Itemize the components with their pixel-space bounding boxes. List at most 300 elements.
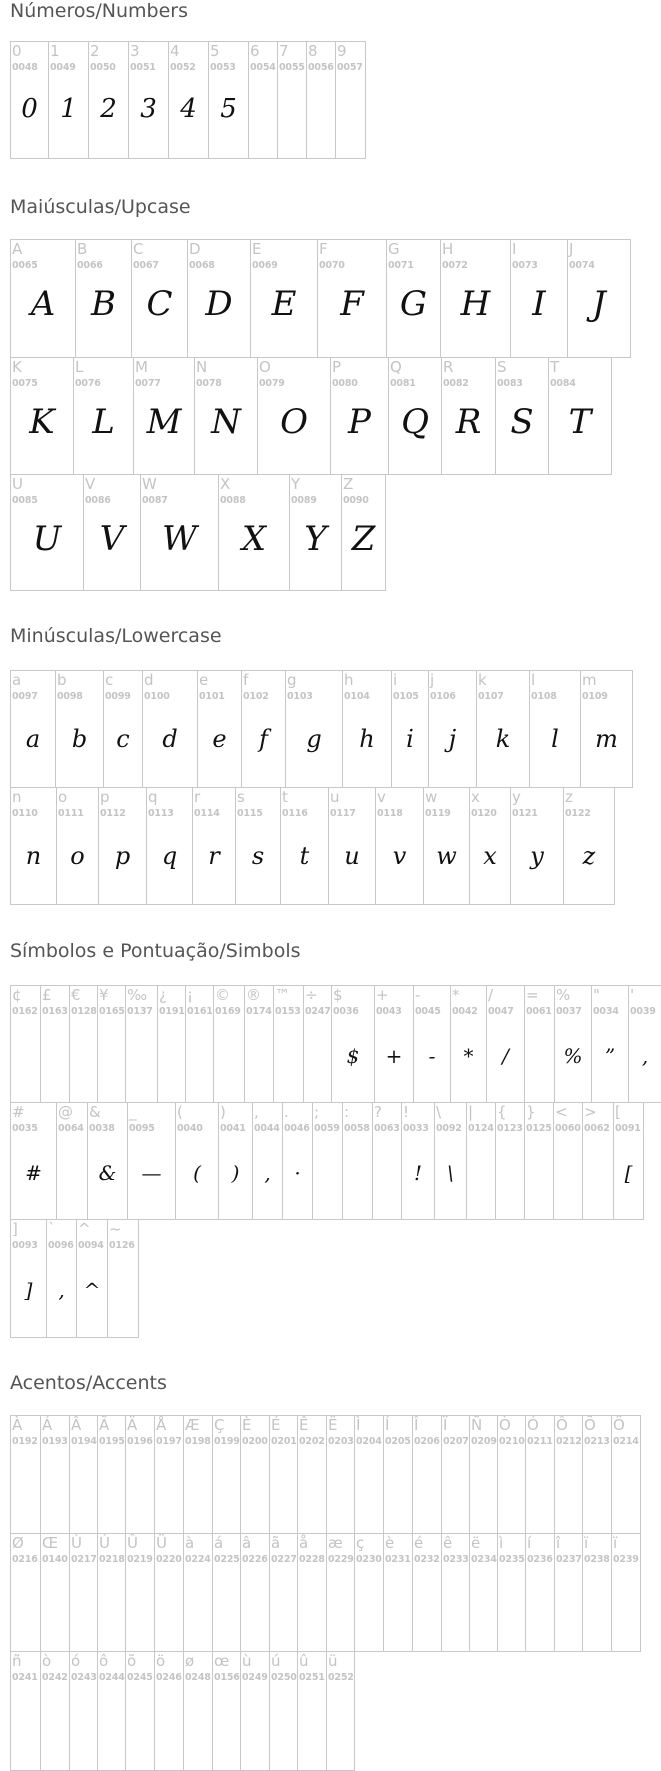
glyph-code: 0228 <box>299 1554 325 1565</box>
glyph-cell <box>341 474 386 591</box>
glyph-label: 7 <box>279 42 289 60</box>
glyph-cell <box>218 1102 253 1220</box>
glyph-label: è <box>385 1534 395 1552</box>
glyph-label: À <box>12 1416 23 1434</box>
glyph-code: 0227 <box>271 1554 297 1565</box>
glyph-label: a <box>12 671 22 689</box>
glyph-code: 0088 <box>220 495 246 506</box>
glyph-preview: Y <box>304 519 327 559</box>
glyph-code: 0194 <box>71 1436 97 1447</box>
glyph-code: 0058 <box>344 1123 370 1134</box>
glyph-cell <box>244 985 274 1103</box>
glyph-cell <box>212 1533 241 1652</box>
glyph-cell <box>56 1102 88 1220</box>
glyph-label: ¡ <box>187 986 194 1004</box>
glyph-label: 5 <box>210 42 220 60</box>
glyph-cell <box>386 239 441 358</box>
glyph-code: 0075 <box>12 378 38 389</box>
glyph-label: V <box>85 475 96 493</box>
glyph-cell <box>241 670 286 788</box>
glyph-cell <box>441 1415 470 1534</box>
glyph-preview: , <box>264 1161 271 1185</box>
glyph-preview: l <box>551 725 559 753</box>
glyph-cell <box>269 1533 298 1652</box>
glyph-cell <box>282 1102 313 1220</box>
glyph-label: * <box>452 986 460 1004</box>
glyph-cell <box>401 1102 435 1220</box>
glyph-code: 0128 <box>71 1006 97 1017</box>
glyph-code: 0089 <box>291 495 317 506</box>
glyph-preview: S <box>510 402 534 442</box>
glyph-label: q <box>148 788 158 806</box>
glyph-cell <box>567 239 631 358</box>
glyph-label: y <box>512 788 521 806</box>
glyph-code: 0081 <box>390 378 416 389</box>
glyph-preview: P <box>348 402 371 442</box>
glyph-code: 0118 <box>377 808 403 819</box>
glyph-cell <box>140 474 219 591</box>
glyph-label: ¥ <box>99 986 109 1004</box>
glyph-preview: 2 <box>100 94 117 124</box>
glyph-cell <box>48 41 89 159</box>
glyph-cell <box>10 1533 41 1652</box>
glyph-cell <box>342 1102 373 1220</box>
glyph-cell <box>285 670 343 788</box>
glyph-code: 0046 <box>284 1123 310 1134</box>
glyph-label: A <box>12 240 23 258</box>
glyph-label: ÷ <box>305 986 318 1004</box>
glyph-preview: N <box>211 402 241 442</box>
glyph-label: Ó <box>527 1416 539 1434</box>
glyph-label: e <box>199 671 209 689</box>
glyph-preview: u <box>344 842 360 870</box>
glyph-label: ì <box>499 1534 504 1552</box>
glyph-preview: · <box>294 1161 301 1185</box>
glyph-cell <box>591 985 629 1103</box>
glyph-cell <box>98 787 147 905</box>
glyph-code: 0236 <box>527 1554 553 1565</box>
glyph-cell <box>412 1415 442 1534</box>
glyph-label: R <box>443 358 454 376</box>
glyph-code: 0225 <box>214 1554 240 1565</box>
glyph-label: Å <box>156 1416 167 1434</box>
glyph-label: 1 <box>50 42 60 60</box>
glyph-cell <box>10 1219 47 1338</box>
glyph-label: f <box>243 671 249 689</box>
glyph-preview: G <box>399 284 428 324</box>
glyph-cell <box>469 1533 498 1652</box>
glyph-cell <box>10 1415 41 1534</box>
glyph-cell <box>76 1219 108 1338</box>
glyph-label: û <box>299 1652 309 1670</box>
glyph-preview: T <box>568 402 592 442</box>
glyph-label: + <box>376 986 389 1004</box>
glyph-code: 0038 <box>89 1123 115 1134</box>
glyph-cell <box>553 1102 583 1220</box>
glyph-cell <box>331 985 375 1103</box>
glyph-cell <box>580 670 633 788</box>
glyph-cell <box>73 357 134 475</box>
glyph-cell <box>187 239 251 358</box>
glyph-label: , <box>254 1103 259 1121</box>
glyph-label: N <box>196 358 208 376</box>
glyph-code: 0037 <box>556 1006 582 1017</box>
glyph-preview: I <box>532 284 546 324</box>
glyph-code: 0085 <box>12 495 38 506</box>
glyph-cell <box>335 41 366 159</box>
glyph-code: 0192 <box>12 1436 38 1447</box>
glyph-cell <box>469 1415 498 1534</box>
glyph-label: o <box>58 788 68 806</box>
glyph-code: 0239 <box>613 1554 639 1565</box>
glyph-label: s <box>237 788 245 806</box>
glyph-code: 0042 <box>452 1006 478 1017</box>
glyph-cell <box>582 1102 614 1220</box>
glyph-label: { <box>497 1103 507 1121</box>
glyph-preview: — <box>141 1161 162 1185</box>
glyph-label: ¢ <box>12 986 22 1004</box>
glyph-code: 0169 <box>215 1006 241 1017</box>
glyph-label: \ <box>436 1103 442 1121</box>
glyph-cell <box>240 1415 270 1534</box>
glyph-cell <box>412 1533 442 1652</box>
glyph-code: 0101 <box>199 691 225 702</box>
glyph-label: î <box>556 1534 561 1552</box>
glyph-label: v <box>377 788 386 806</box>
glyph-code: 0102 <box>243 691 269 702</box>
glyph-code: 0070 <box>319 260 345 271</box>
glyph-code: 0126 <box>109 1240 135 1251</box>
glyph-label: h <box>344 671 354 689</box>
glyph-code: 0057 <box>337 62 363 73</box>
glyph-preview: B <box>91 284 116 324</box>
glyph-cell <box>240 1651 270 1771</box>
glyph-code: 0078 <box>196 378 222 389</box>
glyph-code: 0060 <box>555 1123 581 1134</box>
glyph-label: t <box>282 788 288 806</box>
glyph-label: ; <box>314 1103 320 1121</box>
glyph-label: ^ <box>78 1220 91 1238</box>
glyph-cell <box>248 41 278 159</box>
glyph-code: 0108 <box>531 691 557 702</box>
glyph-label: > <box>584 1103 597 1121</box>
glyph-cell <box>40 985 70 1103</box>
glyph-cell <box>157 985 186 1103</box>
glyph-preview: ( <box>193 1161 201 1185</box>
glyph-code: 0246 <box>156 1672 182 1683</box>
glyph-code: 0087 <box>142 495 168 506</box>
glyph-label: _ <box>129 1103 137 1121</box>
glyph-code: 0045 <box>415 1006 441 1017</box>
glyph-code: 0199 <box>214 1436 240 1447</box>
glyph-cell <box>441 1533 470 1652</box>
glyph-cell <box>525 1533 555 1652</box>
glyph-cell <box>450 985 487 1103</box>
glyph-code: 0251 <box>299 1672 325 1683</box>
glyph-preview: , <box>641 1044 649 1068</box>
glyph-cell <box>133 357 195 475</box>
glyph-label: J <box>569 240 574 258</box>
glyph-cell <box>40 1533 70 1652</box>
glyph-preview: % <box>563 1044 583 1068</box>
glyph-label: ü <box>328 1652 338 1670</box>
glyph-code: 0064 <box>58 1123 84 1134</box>
glyph-cell <box>582 1415 612 1534</box>
glyph-preview: & <box>98 1161 117 1185</box>
glyph-code: 0065 <box>12 260 38 271</box>
glyph-cell <box>354 1533 384 1652</box>
glyph-label: T <box>550 358 560 376</box>
glyph-code: 0069 <box>252 260 278 271</box>
glyph-code: 0051 <box>130 62 156 73</box>
glyph-preview: - <box>428 1044 436 1068</box>
glyph-cell <box>413 985 451 1103</box>
glyph-code: 0238 <box>584 1554 610 1565</box>
glyph-cell <box>383 1415 413 1534</box>
glyph-label: d <box>144 671 154 689</box>
glyph-label: | <box>468 1103 474 1121</box>
glyph-code: 0210 <box>499 1436 525 1447</box>
glyph-label: 0 <box>12 42 22 60</box>
glyph-cell <box>103 670 143 788</box>
glyph-label: Ò <box>499 1416 511 1434</box>
glyph-code: 0114 <box>194 808 220 819</box>
glyph-label: Ë <box>328 1416 338 1434</box>
glyph-cell <box>611 1533 641 1652</box>
glyph-code: 0052 <box>170 62 196 73</box>
glyph-cell <box>10 787 57 905</box>
glyph-cell <box>388 357 442 475</box>
glyph-label: O <box>259 358 271 376</box>
glyph-cell <box>554 1533 583 1652</box>
glyph-preview: V <box>99 519 125 559</box>
glyph-code: 0204 <box>356 1436 382 1447</box>
glyph-label: g <box>287 671 297 689</box>
glyph-label: ê <box>443 1534 453 1552</box>
glyph-label: Õ <box>584 1416 596 1434</box>
glyph-preview: ” <box>604 1044 616 1068</box>
glyph-label: E <box>252 240 262 258</box>
glyph-cell <box>497 1533 526 1652</box>
glyph-cell <box>183 1651 213 1771</box>
glyph-label: 9 <box>337 42 347 60</box>
glyph-preview: Z <box>351 519 376 559</box>
glyph-cell <box>87 1102 128 1220</box>
glyph-code: 0217 <box>71 1554 97 1565</box>
glyph-preview: x <box>483 842 497 870</box>
glyph-cell <box>69 985 98 1103</box>
glyph-preview: r <box>208 842 220 870</box>
glyph-code: 0195 <box>99 1436 125 1447</box>
glyph-code: 0234 <box>471 1554 497 1565</box>
section-title-lowercase: Minúsculas/Lowercase <box>10 625 222 647</box>
glyph-cell <box>342 670 392 788</box>
glyph-code: 0123 <box>497 1123 523 1134</box>
glyph-code: 0066 <box>77 260 103 271</box>
glyph-code: 0103 <box>287 691 313 702</box>
glyph-cell <box>40 1415 70 1534</box>
glyph-preview: f <box>259 725 268 753</box>
glyph-label: I <box>512 240 517 258</box>
glyph-cell <box>423 787 470 905</box>
glyph-code: 0218 <box>99 1554 125 1565</box>
glyph-preview: \ <box>447 1161 454 1185</box>
glyph-preview: o <box>70 842 85 870</box>
glyph-label: ö <box>156 1652 166 1670</box>
glyph-preview: 5 <box>220 94 237 124</box>
glyph-label: L <box>75 358 84 376</box>
glyph-label: È <box>242 1416 252 1434</box>
glyph-cell <box>212 1651 241 1771</box>
glyph-cell <box>83 474 141 591</box>
glyph-code: 0247 <box>305 1006 331 1017</box>
glyph-code: 0096 <box>48 1240 74 1251</box>
glyph-cell <box>168 41 209 159</box>
glyph-cell <box>128 41 169 159</box>
glyph-code: 0034 <box>593 1006 619 1017</box>
glyph-code: 0080 <box>332 378 358 389</box>
glyph-code: 0083 <box>497 378 523 389</box>
glyph-code: 0092 <box>436 1123 462 1134</box>
glyph-preview: w <box>436 842 457 870</box>
glyph-preview: O <box>280 402 308 442</box>
glyph-preview: q <box>161 842 178 870</box>
glyph-label: õ <box>127 1652 137 1670</box>
glyph-preview: X <box>241 519 267 559</box>
glyph-code: 0216 <box>12 1554 38 1565</box>
glyph-cell <box>154 1415 184 1534</box>
glyph-cell <box>175 1102 219 1220</box>
glyph-code: 0200 <box>242 1436 268 1447</box>
glyph-label: Ç <box>214 1416 225 1434</box>
glyph-preview: b <box>71 725 88 753</box>
glyph-cell <box>269 1651 298 1771</box>
glyph-preview: a <box>25 725 41 753</box>
glyph-cell <box>10 357 74 475</box>
glyph-cell <box>125 1651 155 1771</box>
glyph-label: Í <box>385 1416 390 1434</box>
glyph-label: Ù <box>71 1534 82 1552</box>
glyph-code: 0053 <box>210 62 236 73</box>
glyph-label: } <box>526 1103 536 1121</box>
glyph-code: 0062 <box>584 1123 610 1134</box>
glyph-label: ï <box>613 1534 618 1552</box>
glyph-label: ñ <box>12 1652 22 1670</box>
glyph-code: 0100 <box>144 691 170 702</box>
glyph-label: á <box>214 1534 224 1552</box>
glyph-label: C <box>133 240 144 258</box>
glyph-cell <box>142 670 198 788</box>
glyph-label: - <box>415 986 421 1004</box>
glyph-label: Z <box>343 475 354 493</box>
glyph-label: l <box>531 671 536 689</box>
glyph-cell <box>183 1415 213 1534</box>
glyph-preview: * <box>463 1044 474 1068</box>
glyph-code: 0122 <box>565 808 591 819</box>
glyph-code: 0252 <box>328 1672 354 1683</box>
glyph-cell <box>486 985 525 1103</box>
glyph-cell <box>391 670 429 788</box>
glyph-cell <box>240 1533 270 1652</box>
glyph-code: 0212 <box>556 1436 582 1447</box>
glyph-label: € <box>71 986 81 1004</box>
glyph-code: 0209 <box>471 1436 497 1447</box>
glyph-code: 0098 <box>57 691 83 702</box>
glyph-code: 0112 <box>100 808 126 819</box>
glyph-label: B <box>77 240 88 258</box>
glyph-cell <box>194 357 258 475</box>
glyph-cell <box>10 41 49 159</box>
glyph-label: ‰ <box>127 986 148 1004</box>
glyph-label: = <box>526 986 539 1004</box>
glyph-code: 0120 <box>471 808 497 819</box>
glyph-label: X <box>220 475 231 493</box>
glyph-preview: [ <box>624 1161 633 1185</box>
glyph-cell <box>269 1415 298 1534</box>
glyph-code: 0248 <box>185 1672 211 1683</box>
glyph-preview: R <box>455 402 482 442</box>
glyph-preview: D <box>205 284 233 324</box>
glyph-label: Ê <box>299 1416 309 1434</box>
glyph-cell <box>524 1102 554 1220</box>
glyph-cell <box>88 41 129 159</box>
glyph-cell <box>510 787 564 905</box>
glyph-preview: 0 <box>21 94 38 124</box>
glyph-cell <box>326 1415 355 1534</box>
glyph-code: 0040 <box>177 1123 203 1134</box>
glyph-label: © <box>215 986 230 1004</box>
glyph-cell <box>154 1651 184 1771</box>
glyph-label: ] <box>12 1220 18 1238</box>
glyph-label: [ <box>615 1103 621 1121</box>
glyph-label: æ <box>328 1534 343 1552</box>
glyph-preview: j <box>448 725 457 753</box>
glyph-code: 0250 <box>271 1672 297 1683</box>
glyph-label: i <box>393 671 398 689</box>
glyph-label: £ <box>42 986 52 1004</box>
glyph-label: Ü <box>156 1534 167 1552</box>
glyph-code: 0224 <box>185 1554 211 1565</box>
glyph-preview: ^ <box>83 1278 101 1302</box>
glyph-label: œ <box>214 1652 230 1670</box>
glyph-preview: W <box>162 519 197 559</box>
glyph-label: 4 <box>170 42 180 60</box>
glyph-preview: ! <box>413 1161 423 1185</box>
glyph-code: 0153 <box>275 1006 301 1017</box>
glyph-label: p <box>100 788 110 806</box>
glyph-cell <box>107 1219 139 1338</box>
glyph-label: â <box>242 1534 252 1552</box>
glyph-label: ç <box>356 1534 365 1552</box>
glyph-cell <box>326 1651 355 1771</box>
glyph-cell <box>354 1415 384 1534</box>
glyph-label: ! <box>403 1103 410 1121</box>
glyph-cell <box>524 985 555 1103</box>
glyph-code: 0213 <box>584 1436 610 1447</box>
glyph-cell <box>495 357 549 475</box>
glyph-label: ` <box>48 1220 56 1238</box>
glyph-cell <box>10 474 84 591</box>
glyph-code: 0095 <box>129 1123 155 1134</box>
glyph-label: Q <box>390 358 402 376</box>
glyph-cell <box>208 41 249 159</box>
glyph-code: 0044 <box>254 1123 280 1134</box>
glyph-preview: m <box>595 725 618 753</box>
glyph-code: 0116 <box>282 808 308 819</box>
glyph-label: # <box>12 1103 25 1121</box>
glyph-code: 0054 <box>250 62 276 73</box>
glyph-label: & <box>89 1103 101 1121</box>
